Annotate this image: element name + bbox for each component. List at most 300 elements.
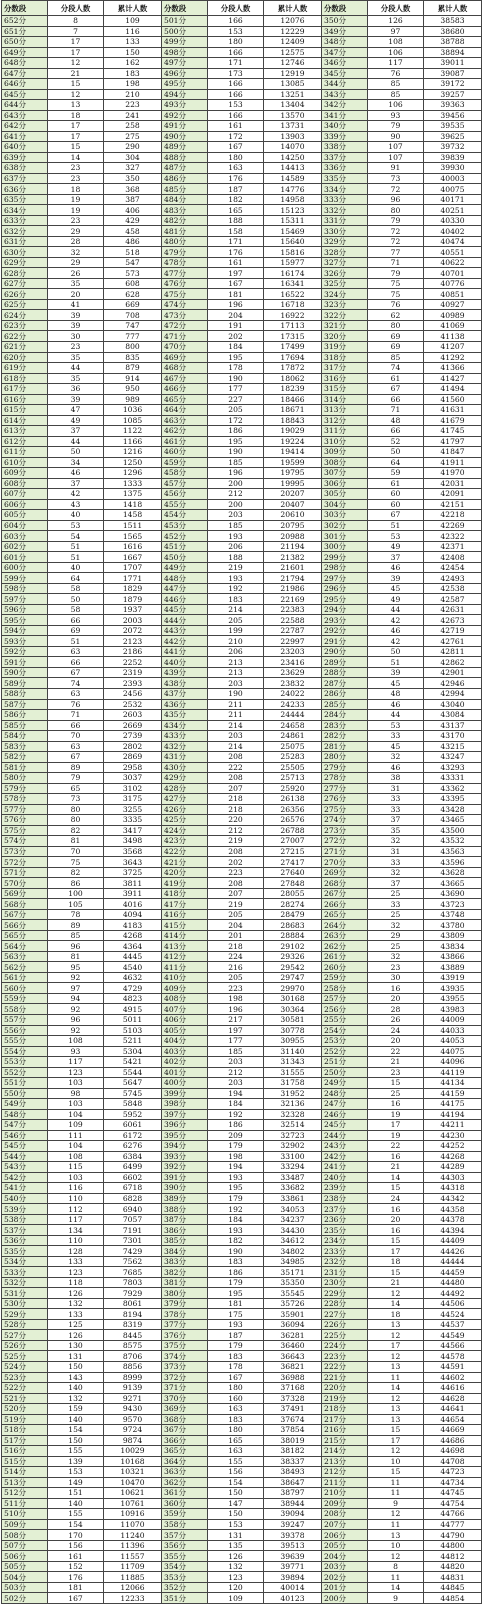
segment-count-cell: 35 [48,373,104,384]
segment-count-cell: 80 [368,205,424,216]
segment-count-cell: 156 [208,1467,264,1478]
segment-count-cell: 79 [48,773,104,784]
score-segment-cell: 249分 [322,1078,368,1089]
cumulative-count-cell: 40701 [424,268,482,279]
segment-count-cell: 211 [208,710,264,721]
cumulative-count-cell: 6061 [104,1120,162,1131]
segment-count-cell: 12 [368,1509,424,1520]
score-segment-cell: 419分 [162,878,208,889]
score-segment-cell: 609分 [2,468,48,479]
score-segment-cell: 250分 [322,1067,368,1078]
segment-count-cell: 176 [208,173,264,184]
segment-count-cell: 49 [368,541,424,552]
segment-count-cell: 15 [368,1425,424,1436]
segment-count-cell: 37 [368,552,424,563]
cumulative-count-cell: 42862 [424,657,482,668]
cumulative-count-cell: 20207 [264,489,322,500]
cumulative-count-cell: 39513 [264,1540,322,1551]
segment-count-cell: 32 [368,836,424,847]
score-segment-cell: 244分 [322,1130,368,1141]
segment-count-cell: 23 [48,173,104,184]
score-segment-cell: 254分 [322,1025,368,1036]
segment-count-cell: 39 [368,667,424,678]
score-segment-cell: 622分 [2,331,48,342]
segment-count-cell: 45 [368,583,424,594]
cumulative-count-cell: 39257 [424,89,482,100]
segment-count-cell: 24 [368,1193,424,1204]
score-segment-cell: 223分 [322,1351,368,1362]
segment-count-cell: 44 [368,604,424,615]
table-row [2,646,482,657]
score-segment-cell: 347分 [322,47,368,58]
cumulative-count-cell: 1937 [104,604,162,615]
cumulative-count-cell: 39732 [424,142,482,153]
cumulative-count-cell: 14589 [264,173,322,184]
header-score-segment: 分数段 [322,1,368,16]
cumulative-count-cell: 42811 [424,646,482,657]
cumulative-count-cell: 2252 [104,657,162,668]
segment-count-cell: 50 [48,447,104,458]
score-segment-cell: 632分 [2,226,48,237]
score-segment-cell: 481分 [162,226,208,237]
score-segment-cell: 311分 [322,426,368,437]
table-row [2,531,482,542]
segment-count-cell: 181 [208,1298,264,1309]
score-segment-cell: 438分 [162,678,208,689]
cumulative-count-cell: 547 [104,257,162,268]
score-segment-cell: 252分 [322,1046,368,1057]
segment-count-cell: 80 [368,320,424,331]
cumulative-count-cell: 22383 [264,604,322,615]
cumulative-count-cell: 29970 [264,983,322,994]
cumulative-count-cell: 15977 [264,257,322,268]
table-row [2,1446,482,1457]
table-row [2,1330,482,1341]
cumulative-count-cell: 608 [104,278,162,289]
table-row [2,58,482,69]
score-segment-cell: 537分 [2,1225,48,1236]
segment-count-cell: 45 [368,678,424,689]
cumulative-count-cell: 34053 [264,1204,322,1215]
segment-count-cell: 172 [208,415,264,426]
table-row [2,552,482,563]
segment-count-cell: 25 [368,888,424,899]
segment-count-cell: 26 [368,1014,424,1025]
table-row [2,752,482,763]
score-segment-cell: 637分 [2,173,48,184]
score-segment-cell: 541分 [2,1183,48,1194]
table-row [2,1130,482,1141]
segment-count-cell: 196 [208,468,264,479]
score-segment-cell: 612分 [2,436,48,447]
score-segment-cell: 380分 [162,1288,208,1299]
segment-count-cell: 14 [48,152,104,163]
segment-count-cell: 203 [208,731,264,742]
table-row [2,520,482,531]
table-row [2,804,482,815]
score-segment-cell: 296分 [322,583,368,594]
table-row [2,983,482,994]
segment-count-cell: 31 [368,846,424,857]
score-segment-cell: 422分 [162,846,208,857]
cumulative-count-cell: 13251 [264,89,322,100]
segment-count-cell: 207 [208,888,264,899]
segment-count-cell: 214 [208,741,264,752]
score-segment-cell: 215分 [322,1435,368,1446]
segment-count-cell: 94 [48,993,104,1004]
cumulative-count-cell: 20407 [264,499,322,510]
table-row [2,1456,482,1467]
score-segment-cell: 219分 [322,1393,368,1404]
header-cumulative-count: 累计人数 [264,1,322,16]
score-segment-cell: 633分 [2,215,48,226]
segment-count-cell: 79 [368,121,424,132]
score-segment-cell: 274分 [322,815,368,826]
cumulative-count-cell: 40474 [424,236,482,247]
cumulative-count-cell: 109 [104,16,162,27]
cumulative-count-cell: 30364 [264,1004,322,1015]
score-segment-cell: 261分 [322,951,368,962]
cumulative-count-cell: 44378 [424,1214,482,1225]
cumulative-count-cell: 42218 [424,510,482,521]
segment-count-cell: 217 [208,1014,264,1025]
cumulative-count-cell: 29326 [264,951,322,962]
segment-count-cell: 12 [368,1330,424,1341]
table-row [2,1414,482,1425]
cumulative-count-cell: 19414 [264,447,322,458]
cumulative-count-cell: 26576 [264,815,322,826]
segment-count-cell: 179 [208,1141,264,1152]
segment-count-cell: 69 [48,625,104,636]
score-segment-cell: 559分 [2,993,48,1004]
cumulative-count-cell: 44831 [424,1572,482,1583]
segment-count-cell: 72 [368,236,424,247]
score-segment-cell: 429分 [162,773,208,784]
segment-count-cell: 126 [48,1330,104,1341]
score-segment-cell: 599分 [2,573,48,584]
table-row [2,457,482,468]
score-segment-cell: 200分 [322,1593,368,1604]
cumulative-count-cell: 27640 [264,867,322,878]
segment-count-cell: 64 [48,573,104,584]
score-segment-cell: 426分 [162,804,208,815]
cumulative-count-cell: 44303 [424,1172,482,1183]
cumulative-count-cell: 290 [104,142,162,153]
score-segment-cell: 396分 [162,1120,208,1131]
score-segment-cell: 456分 [162,489,208,500]
segment-count-cell: 195 [208,1288,264,1299]
table-row [2,541,482,552]
cumulative-count-cell: 1216 [104,447,162,458]
score-segment-cell: 255分 [322,1014,368,1025]
score-segment-cell: 375分 [162,1340,208,1351]
table-row [2,341,482,352]
cumulative-count-cell: 44812 [424,1551,482,1562]
cumulative-count-cell: 43428 [424,804,482,815]
score-segment-cell: 368分 [162,1414,208,1425]
score-segment-cell: 336分 [322,163,368,174]
table-row [2,1298,482,1309]
segment-count-cell: 53 [48,520,104,531]
cumulative-count-cell: 17694 [264,352,322,363]
cumulative-count-cell: 44566 [424,1340,482,1351]
cumulative-count-cell: 162 [104,58,162,69]
segment-count-cell: 135 [208,1540,264,1551]
table-row [2,878,482,889]
segment-count-cell: 153 [208,100,264,111]
cumulative-count-cell: 43331 [424,773,482,784]
cumulative-count-cell: 44734 [424,1477,482,1488]
score-segment-cell: 584分 [2,731,48,742]
table-row [2,1235,482,1246]
cumulative-count-cell: 3102 [104,783,162,794]
table-row [2,689,482,700]
score-segment-cell: 340分 [322,121,368,132]
table-row [2,941,482,952]
cumulative-count-cell: 42091 [424,489,482,500]
cumulative-count-cell: 41560 [424,394,482,405]
segment-count-cell: 109 [48,1120,104,1131]
cumulative-count-cell: 44524 [424,1309,482,1320]
score-segment-cell: 594分 [2,625,48,636]
segment-count-cell: 16 [368,1099,424,1110]
cumulative-count-cell: 7929 [104,1288,162,1299]
score-segment-cell: 444分 [162,615,208,626]
score-segment-cell: 213分 [322,1456,368,1467]
score-segment-cell: 580分 [2,773,48,784]
score-segment-cell: 631分 [2,236,48,247]
cumulative-count-cell: 3498 [104,836,162,847]
table-row [2,1425,482,1436]
score-segment-cell: 427分 [162,794,208,805]
segment-count-cell: 67 [48,667,104,678]
segment-count-cell: 51 [48,541,104,552]
score-segment-cell: 211分 [322,1477,368,1488]
header-segment-count: 分段人数 [208,1,264,16]
table-row [2,741,482,752]
score-segment-cell: 280分 [322,752,368,763]
cumulative-count-cell: 41427 [424,373,482,384]
cumulative-count-cell: 44342 [424,1193,482,1204]
cumulative-count-cell: 38583 [424,16,482,27]
cumulative-count-cell: 40003 [424,173,482,184]
score-segment-cell: 399分 [162,1088,208,1099]
segment-count-cell: 180 [208,1425,264,1436]
score-segment-cell: 232分 [322,1256,368,1267]
score-segment-cell: 407分 [162,1004,208,1015]
score-segment-cell: 352分 [162,1582,208,1593]
table-row [2,163,482,174]
score-segment-cell: 420分 [162,867,208,878]
score-segment-cell: 501分 [162,16,208,27]
cumulative-count-cell: 4445 [104,951,162,962]
cumulative-count-cell: 29102 [264,941,322,952]
segment-count-cell: 203 [208,510,264,521]
cumulative-count-cell: 3568 [104,846,162,857]
segment-count-cell: 32 [48,247,104,258]
cumulative-count-cell: 38680 [424,26,482,37]
score-segment-cell: 231分 [322,1267,368,1278]
cumulative-count-cell: 42946 [424,678,482,689]
cumulative-count-cell: 13903 [264,131,322,142]
cumulative-count-cell: 304 [104,152,162,163]
segment-count-cell: 115 [48,1162,104,1173]
segment-count-cell: 97 [48,983,104,994]
cumulative-count-cell: 43532 [424,836,482,847]
score-segment-cell: 359分 [162,1509,208,1520]
segment-count-cell: 19 [48,205,104,216]
score-segment-cell: 554分 [2,1046,48,1057]
cumulative-count-cell: 42994 [424,689,482,700]
cumulative-count-cell: 44591 [424,1362,482,1373]
segment-count-cell: 154 [48,1519,104,1530]
score-segment-cell: 586分 [2,710,48,721]
segment-count-cell: 67 [368,384,424,395]
score-segment-cell: 567分 [2,909,48,920]
cumulative-count-cell: 2186 [104,646,162,657]
segment-count-cell: 179 [208,1340,264,1351]
table-row [2,962,482,973]
cumulative-count-cell: 10029 [104,1446,162,1457]
cumulative-count-cell: 18671 [264,405,322,416]
segment-count-cell: 214 [208,720,264,731]
segment-count-cell: 224 [208,951,264,962]
score-segment-cell: 449分 [162,562,208,573]
segment-count-cell: 149 [48,1477,104,1488]
segment-count-cell: 15 [48,79,104,90]
segment-count-cell: 106 [368,47,424,58]
table-row [2,699,482,710]
cumulative-count-cell: 11396 [104,1540,162,1551]
cumulative-count-cell: 42269 [424,520,482,531]
score-segment-cell: 497分 [162,58,208,69]
score-segment-cell: 606分 [2,499,48,510]
score-segment-cell: 308分 [322,457,368,468]
cumulative-count-cell: 4016 [104,899,162,910]
cumulative-count-cell: 5848 [104,1099,162,1110]
cumulative-count-cell: 3911 [104,888,162,899]
table-row [2,121,482,132]
segment-count-cell: 187 [208,184,264,195]
cumulative-count-cell: 12919 [264,68,322,79]
segment-count-cell: 80 [48,804,104,815]
segment-count-cell: 208 [208,752,264,763]
cumulative-count-cell: 11885 [104,1572,162,1583]
table-row [2,79,482,90]
cumulative-count-cell: 25283 [264,752,322,763]
score-segment-cell: 304分 [322,499,368,510]
cumulative-count-cell: 8061 [104,1298,162,1309]
table-body [2,16,482,1604]
cumulative-count-cell: 41069 [424,320,482,331]
segment-count-cell: 46 [48,468,104,479]
segment-count-cell: 42 [48,489,104,500]
table-row [2,1362,482,1373]
score-segment-cell: 338分 [322,142,368,153]
segment-count-cell: 125 [48,1319,104,1330]
table-row [2,1488,482,1499]
segment-count-cell: 190 [208,447,264,458]
cumulative-count-cell: 26788 [264,825,322,836]
cumulative-count-cell: 7301 [104,1235,162,1246]
segment-count-cell: 23 [48,163,104,174]
score-segment-cell: 551分 [2,1078,48,1089]
table-row [2,320,482,331]
table-row [2,1204,482,1215]
score-segment-cell: 492分 [162,110,208,121]
segment-count-cell: 96 [48,941,104,952]
cumulative-count-cell: 37674 [264,1414,322,1425]
segment-count-cell: 13 [368,1362,424,1373]
score-segment-cell: 411分 [162,962,208,973]
table-row [2,16,482,27]
segment-count-cell: 66 [368,426,424,437]
segment-count-cell: 82 [48,867,104,878]
score-segment-cell: 285分 [322,699,368,710]
segment-count-cell: 193 [208,573,264,584]
table-row [2,1593,482,1604]
score-segment-cell: 530分 [2,1298,48,1309]
score-segment-cell: 377分 [162,1319,208,1330]
score-segment-cell: 323分 [322,299,368,310]
segment-count-cell: 37 [368,878,424,889]
table-row [2,268,482,279]
score-segment-cell: 343分 [322,89,368,100]
segment-count-cell: 151 [48,1488,104,1499]
cumulative-count-cell: 18843 [264,415,322,426]
score-segment-cell: 529分 [2,1309,48,1320]
cumulative-count-cell: 41679 [424,415,482,426]
cumulative-count-cell: 33100 [264,1151,322,1162]
score-segment-cell: 467分 [162,373,208,384]
score-segment-cell: 315分 [322,384,368,395]
cumulative-count-cell: 16522 [264,289,322,300]
cumulative-count-cell: 2003 [104,615,162,626]
segment-count-cell: 33 [368,804,424,815]
table-row [2,867,482,878]
segment-count-cell: 45 [368,741,424,752]
segment-count-cell: 96 [48,1014,104,1025]
score-segment-cell: 401分 [162,1067,208,1078]
table-row [2,1319,482,1330]
score-segment-cell: 228分 [322,1298,368,1309]
score-segment-cell: 514分 [2,1467,48,1478]
cumulative-count-cell: 241 [104,110,162,121]
score-segment-cell: 638分 [2,163,48,174]
cumulative-count-cell: 44409 [424,1235,482,1246]
score-segment-cell: 416分 [162,909,208,920]
cumulative-count-cell: 950 [104,384,162,395]
cumulative-count-cell: 44033 [424,1025,482,1036]
score-segment-cell: 291分 [322,636,368,647]
segment-count-cell: 23 [368,962,424,973]
segment-count-cell: 126 [208,1551,264,1562]
segment-count-cell: 150 [48,1362,104,1373]
segment-count-cell: 17 [368,1435,424,1446]
cumulative-count-cell: 28884 [264,930,322,941]
segment-count-cell: 35 [368,825,424,836]
table-row [2,331,482,342]
cumulative-count-cell: 41207 [424,341,482,352]
cumulative-count-cell: 14070 [264,142,322,153]
segment-count-cell: 196 [208,299,264,310]
cumulative-count-cell: 210 [104,89,162,100]
score-segment-cell: 412分 [162,951,208,962]
table-row [2,1551,482,1562]
cumulative-count-cell: 31140 [264,1046,322,1057]
cumulative-count-cell: 989 [104,394,162,405]
cumulative-count-cell: 28479 [264,909,322,920]
